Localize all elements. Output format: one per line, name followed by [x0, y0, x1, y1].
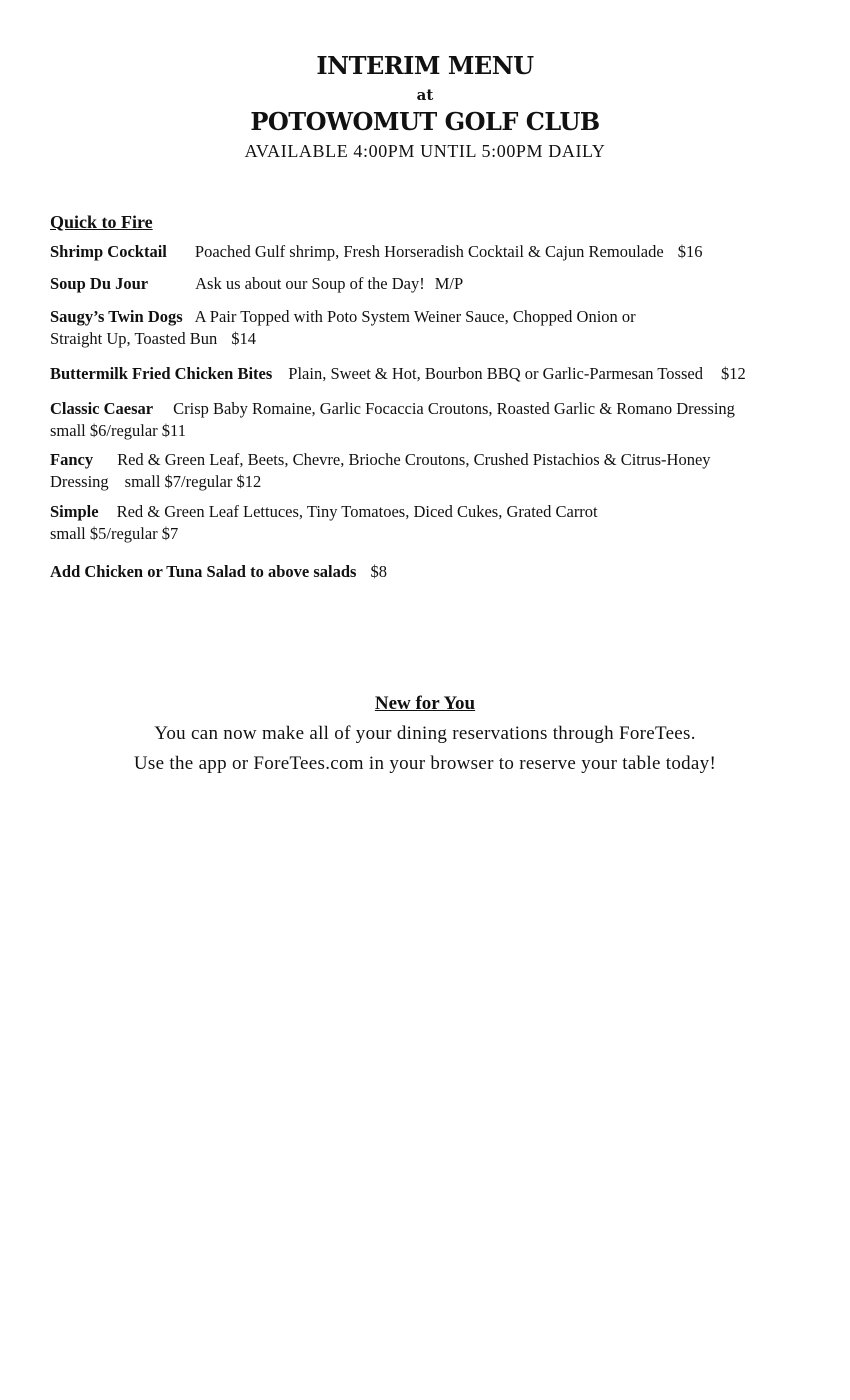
menu-item-saugys-twin-dogs — [50, 306, 810, 350]
menu-item-name: Classic Caesar — [50, 399, 154, 418]
menu-item-name: Saugy’s Twin Dogs — [50, 307, 183, 326]
menu-item-name: Soup Du Jour — [50, 274, 149, 293]
menu-item-description: A Pair Topped with Poto System Weiner Sauce, Chopped Onion or — [194, 307, 636, 326]
menu-item-description: Poached Gulf shrimp, Fresh Horseradish Cocktail & Cajun Remoulade — [194, 242, 664, 261]
menu-item-description: Ask us about our Soup of the Day! — [195, 274, 425, 293]
menu-item-price: $8 — [370, 562, 387, 581]
menu-item-description: Red & Green Leaf Lettuces, Tiny Tomatoes, Diced Cukes, Grated Carrot — [116, 502, 598, 521]
notice-line-2: Use the app or ForeTees.com in your browser to reserve your table today! — [133, 753, 717, 774]
notice-line-1: You can now make all of your dining reservations through ForeTees. — [154, 723, 696, 744]
availability-hours: AVAILABLE 4:00PM UNTIL 5:00PM DAILY — [244, 141, 606, 161]
menu-item-name: Add Chicken or Tuna Salad to above salads — [50, 562, 357, 581]
menu-item-price: small $6/regular $11 — [50, 421, 186, 440]
menu-item-description-continued: Dressing — [50, 472, 109, 491]
notice-heading — [0, 693, 850, 715]
club-name: POTOWOMUT GOLF CLUB — [250, 107, 600, 136]
menu-item-description: Plain, Sweet & Hot, Bourbon BBQ or Garlic-Parmesan Tossed — [288, 364, 703, 383]
menu-item-name: Buttermilk Fried Chicken Bites — [50, 364, 273, 383]
menu-item-price: $14 — [231, 329, 256, 348]
menu-item-buttermilk-fried-chicken-bites — [50, 363, 840, 385]
menu-title-connector: at — [416, 86, 434, 104]
menu-item-price: small $7/regular $12 — [124, 472, 262, 491]
menu-item-name: Shrimp Cocktail — [50, 242, 167, 261]
menu-item-name: Simple — [50, 502, 99, 521]
menu-item-shrimp-cocktail — [50, 241, 810, 263]
menu-item-description-continued: Straight Up, Toasted Bun — [50, 329, 218, 348]
menu-item-name: Fancy — [50, 450, 94, 469]
menu-item-classic-caesar — [50, 398, 810, 442]
menu-item-description: Crisp Baby Romaine, Garlic Focaccia Croutons, Roasted Garlic & Romano Dressing — [173, 399, 735, 418]
menu-title: INTERIM MENU — [316, 51, 534, 80]
menu-item-soup-du-jour — [50, 273, 810, 295]
menu-item-price: small $5/regular $7 — [50, 524, 179, 543]
menu-item-simple — [50, 501, 810, 545]
section-heading-quick-to-fire: Quick to Fire — [50, 212, 153, 232]
notice-heading-text: New for You — [374, 693, 476, 714]
menu-item-add-protein — [50, 561, 810, 583]
menu-item-price: $12 — [720, 364, 746, 383]
menu-item-price: M/P — [434, 274, 464, 293]
menu-item-description: Red & Green Leaf, Beets, Chevre, Brioche Croutons, Crushed Pistachios & Citrus-Honey — [117, 450, 711, 469]
menu-item-fancy — [50, 449, 820, 493]
menu-item-price: $16 — [677, 242, 703, 261]
